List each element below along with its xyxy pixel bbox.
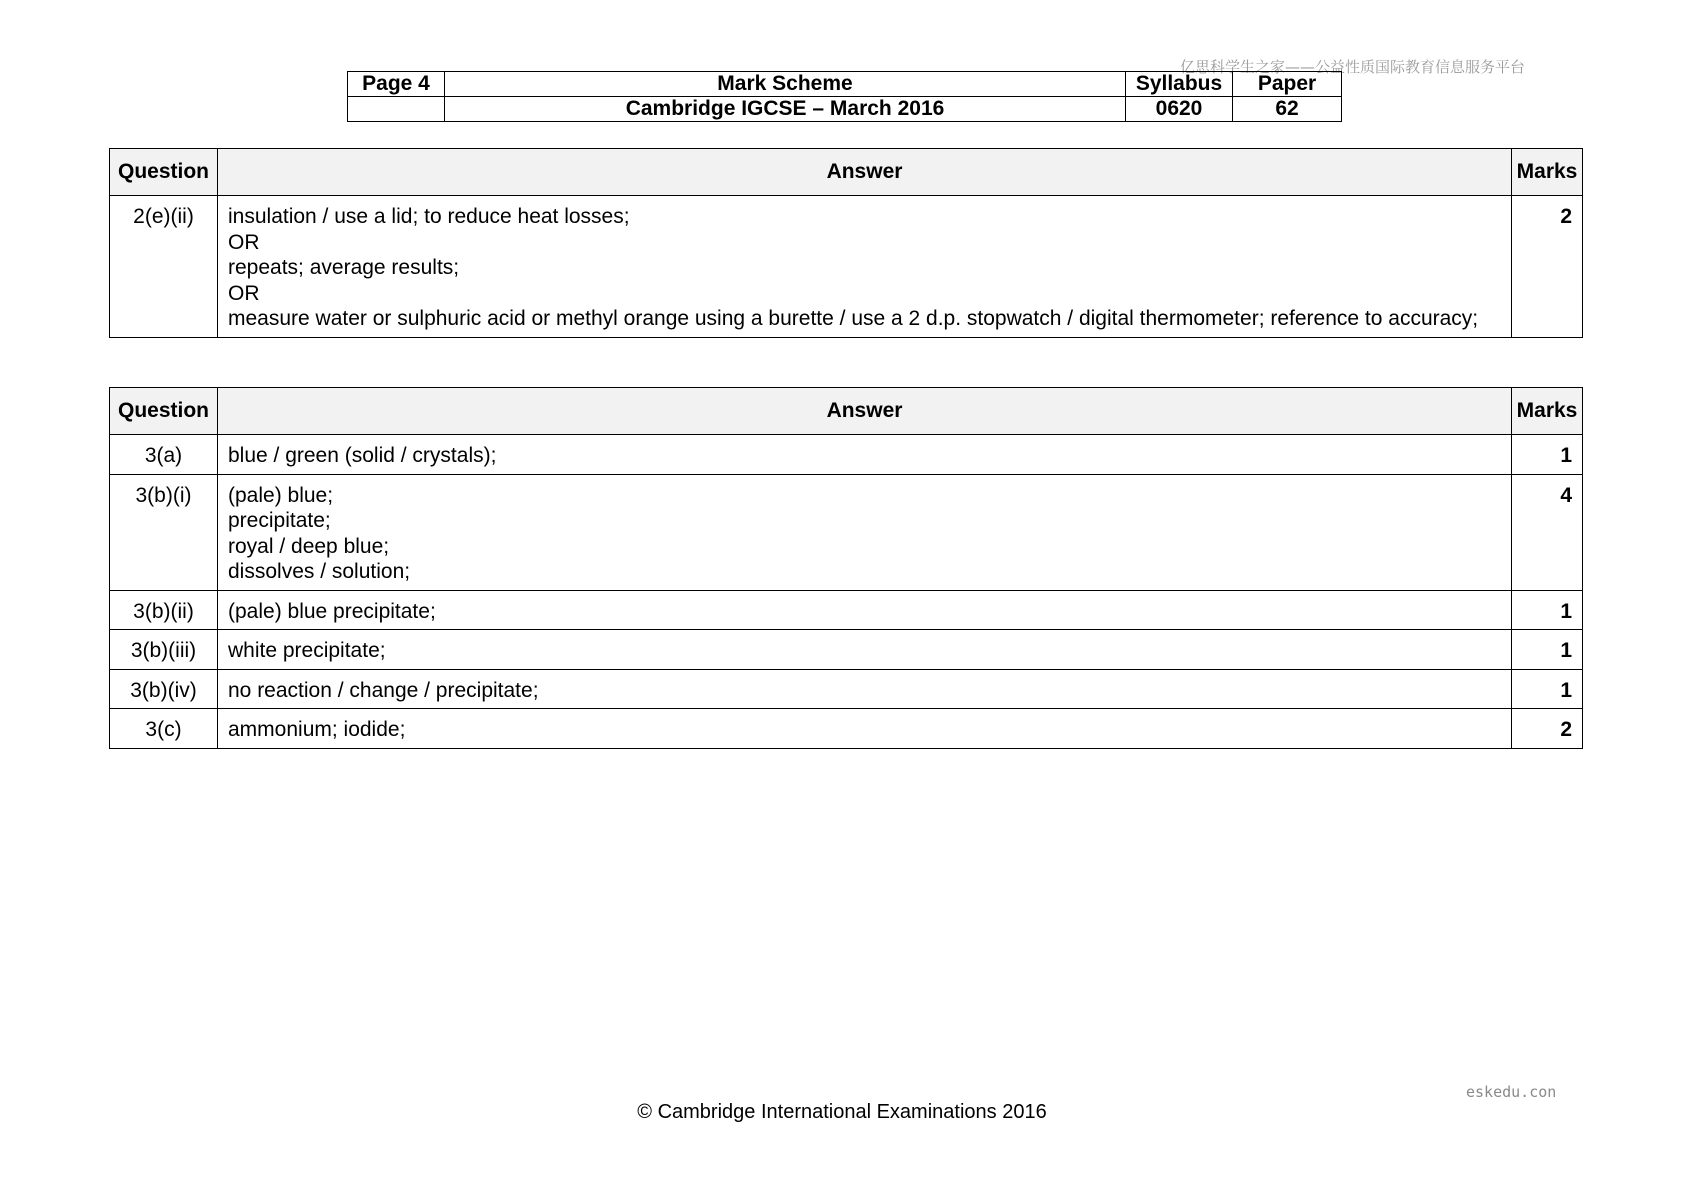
marks-value: 1 bbox=[1512, 590, 1583, 630]
answer-line: (pale) blue precipitate; bbox=[228, 599, 436, 623]
answer-line: OR bbox=[228, 230, 260, 254]
table-row bbox=[110, 669, 1583, 709]
header-empty-cell bbox=[348, 97, 445, 122]
marks-value: 1 bbox=[1512, 630, 1583, 670]
column-answer: Answer bbox=[218, 149, 1512, 196]
answer-cell bbox=[218, 709, 1512, 749]
answer-line: blue / green (solid / crystals); bbox=[228, 444, 497, 467]
mark-scheme-table-1 bbox=[109, 148, 1583, 338]
header-paper: 62 bbox=[1233, 97, 1342, 122]
marks-value: 2 bbox=[1512, 196, 1583, 338]
answer-line: no reaction / change / precipitate; bbox=[228, 678, 539, 702]
column-marks: Marks bbox=[1512, 149, 1583, 196]
question-number: 3(c) bbox=[110, 709, 218, 749]
answer-line: precipitate; bbox=[228, 509, 331, 532]
header-title: Mark Scheme bbox=[445, 72, 1126, 97]
question-number: 3(b)(iv) bbox=[110, 669, 218, 709]
answer-line: insulation / use a lid; to reduce heat losses; bbox=[228, 205, 630, 228]
answer-cell bbox=[218, 196, 1512, 338]
marks-value: 1 bbox=[1512, 669, 1583, 709]
question-number: 3(a) bbox=[110, 435, 218, 475]
column-question: Question bbox=[110, 149, 218, 196]
question-number: 3(b)(iii) bbox=[110, 630, 218, 670]
marks-value: 2 bbox=[1512, 709, 1583, 749]
mark-scheme-table-2 bbox=[109, 387, 1583, 749]
answer-line: dissolves / solution; bbox=[228, 560, 411, 583]
table-row bbox=[110, 590, 1583, 630]
answer-line: white precipitate; bbox=[228, 639, 386, 662]
answer-line: (pale) blue; bbox=[228, 483, 334, 507]
question-number: 3(b)(ii) bbox=[110, 590, 218, 630]
table-row bbox=[110, 474, 1583, 590]
column-marks: Marks bbox=[1512, 388, 1583, 435]
answer-line: OR bbox=[228, 281, 260, 305]
column-answer: Answer bbox=[218, 388, 1512, 435]
question-number: 2(e)(ii) bbox=[110, 196, 218, 338]
header-subtitle: Cambridge IGCSE – March 2016 bbox=[445, 97, 1126, 122]
page-header-table bbox=[347, 71, 1342, 122]
watermark-bottom: eskedu.con bbox=[1466, 1083, 1557, 1101]
answer-line: measure water or sulphuric acid or methyl orange using a burette / use a 2 d.p. stopwatch / digital thermometer; reference to accuracy; bbox=[228, 307, 1479, 330]
copyright-footer: © Cambridge International Examinations 2016 bbox=[637, 1101, 1047, 1123]
header-page: Page 4 bbox=[348, 72, 445, 97]
answer-cell bbox=[218, 669, 1512, 709]
answer-cell bbox=[218, 435, 1512, 475]
answer-cell bbox=[218, 590, 1512, 630]
answer-line: repeats; average results; bbox=[228, 256, 460, 279]
answer-line: ammonium; iodide; bbox=[228, 718, 406, 741]
question-number: 3(b)(i) bbox=[110, 474, 218, 590]
header-syllabus: 0620 bbox=[1126, 97, 1233, 122]
header-paper-label: Paper bbox=[1233, 72, 1342, 97]
answer-cell bbox=[218, 474, 1512, 590]
answer-cell bbox=[218, 630, 1512, 670]
marks-value: 4 bbox=[1512, 474, 1583, 590]
column-question: Question bbox=[110, 388, 218, 435]
table-row bbox=[110, 709, 1583, 749]
watermark-top: 亿思科学生之家——公益性质国际教育信息服务平台 bbox=[1180, 58, 1526, 76]
table-row bbox=[110, 196, 1583, 338]
table-row bbox=[110, 435, 1583, 475]
answer-line: royal / deep blue; bbox=[228, 534, 390, 558]
marks-value: 1 bbox=[1512, 435, 1583, 475]
table-row bbox=[110, 630, 1583, 670]
header-syllabus-label: Syllabus bbox=[1126, 72, 1233, 97]
